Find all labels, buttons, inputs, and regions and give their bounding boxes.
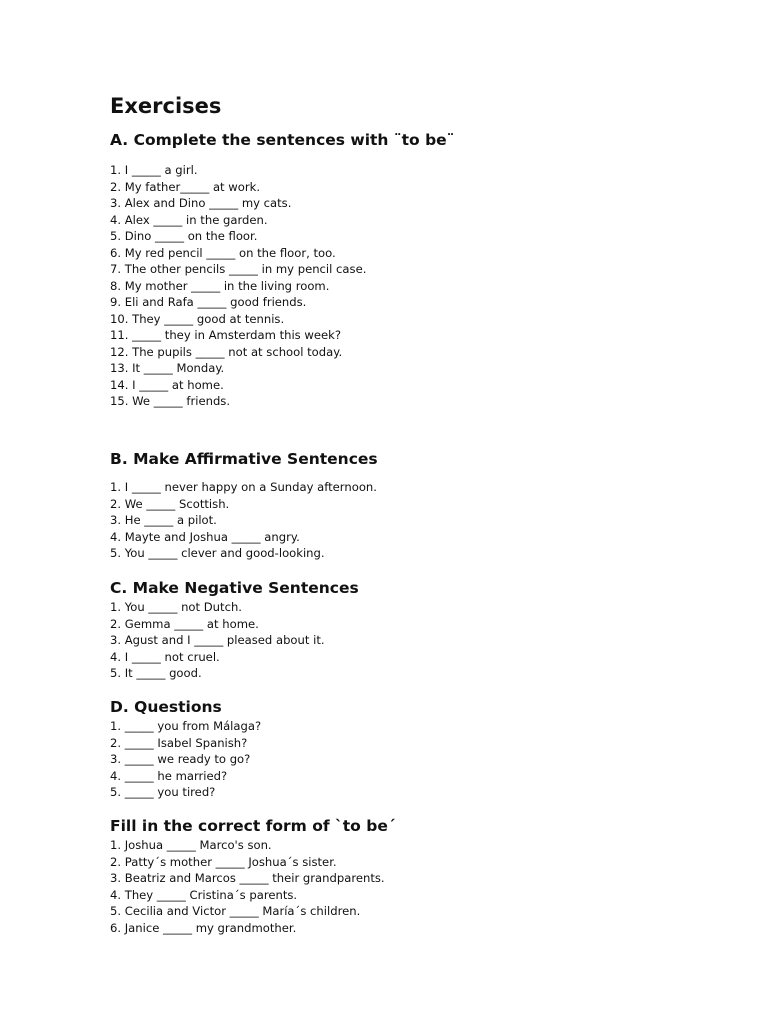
- exercise-item: 10. They _____ good at tennis.: [110, 311, 285, 326]
- section-c-heading: C. Make Negative Sentences: [110, 579, 359, 597]
- exercise-item: 5. Dino _____ on the floor.: [110, 229, 258, 243]
- exercise-item: 4. Mayte and Joshua _____ angry.: [110, 529, 300, 544]
- section-d-list: [110, 718, 710, 801]
- exercise-item: 3. _____ we ready to go?: [110, 752, 251, 766]
- exercise-item: 4. Alex _____ in the garden.: [110, 212, 268, 227]
- exercise-item: 4. I _____ not cruel.: [110, 649, 220, 664]
- exercise-item: 2. We _____ Scottish.: [110, 496, 230, 511]
- exercise-item: 5. Cecilia and Victor _____ María´s children.: [110, 904, 361, 918]
- exercise-item: 9. Eli and Rafa _____ good friends.: [110, 295, 307, 309]
- exercise-item: 7. The other pencils _____ in my pencil case.: [110, 262, 367, 276]
- exercise-item: 15. We _____ friends.: [110, 394, 231, 408]
- section-d: [110, 696, 710, 801]
- section-a-list: [110, 162, 710, 410]
- section-c-list: [110, 599, 710, 682]
- exercise-item: 3. Agust and I _____ pleased about it.: [110, 633, 325, 647]
- section-e: [110, 815, 710, 936]
- exercise-item: 8. My mother _____ in the living room.: [110, 278, 330, 293]
- exercise-item: 2. My father_____ at work.: [110, 179, 261, 194]
- exercise-item: 6. My red pencil _____ on the floor, too.: [110, 245, 336, 260]
- section-e-list: [110, 837, 710, 936]
- exercise-item: 5. You _____ clever and good-looking.: [110, 546, 325, 560]
- section-c: [110, 577, 710, 682]
- section-a-heading: A. Complete the sentences with ¨to be¨: [110, 131, 455, 149]
- section-e-heading: Fill in the correct form of `to be´: [110, 817, 396, 835]
- exercise-item: 2. Gemma _____ at home.: [110, 616, 259, 631]
- exercise-item: 6. Janice _____ my grandmother.: [110, 920, 297, 935]
- section-b-list: [110, 479, 710, 562]
- exercise-item: 3. Beatriz and Marcos _____ their grandparents.: [110, 871, 385, 885]
- exercise-item: 4. _____ he married?: [110, 768, 228, 783]
- exercise-item: 2. Patty´s mother _____ Joshua´s sister.: [110, 854, 337, 869]
- exercise-item: 1. I _____ a girl.: [110, 163, 198, 177]
- exercise-item: 1. _____ you from Málaga?: [110, 719, 262, 733]
- exercise-item: 1. I _____ never happy on a Sunday afternoon.: [110, 480, 377, 494]
- section-d-heading: D. Questions: [110, 698, 222, 716]
- exercise-item: 1. Joshua _____ Marco's son.: [110, 838, 272, 852]
- exercise-item: 3. He _____ a pilot.: [110, 513, 217, 527]
- exercise-item: 11. _____ they in Amsterdam this week?: [110, 328, 342, 342]
- exercise-item: 12. The pupils _____ not at school today.: [110, 344, 343, 359]
- page-title: Exercises: [110, 94, 222, 118]
- exercise-item: 4. They _____ Cristina´s parents.: [110, 887, 298, 902]
- section-a: [110, 129, 710, 410]
- section-b-heading: B. Make Affirmative Sentences: [110, 450, 378, 468]
- exercise-item: 1. You _____ not Dutch.: [110, 600, 242, 614]
- exercise-item: 2. _____ Isabel Spanish?: [110, 735, 248, 750]
- exercise-item: 5. It _____ good.: [110, 666, 202, 680]
- exercise-item: 5. _____ you tired?: [110, 785, 216, 799]
- exercise-item: 3. Alex and Dino _____ my cats.: [110, 196, 292, 210]
- exercise-item: 14. I _____ at home.: [110, 377, 224, 392]
- section-b: [110, 448, 710, 562]
- exercise-item: 13. It _____ Monday.: [110, 361, 225, 375]
